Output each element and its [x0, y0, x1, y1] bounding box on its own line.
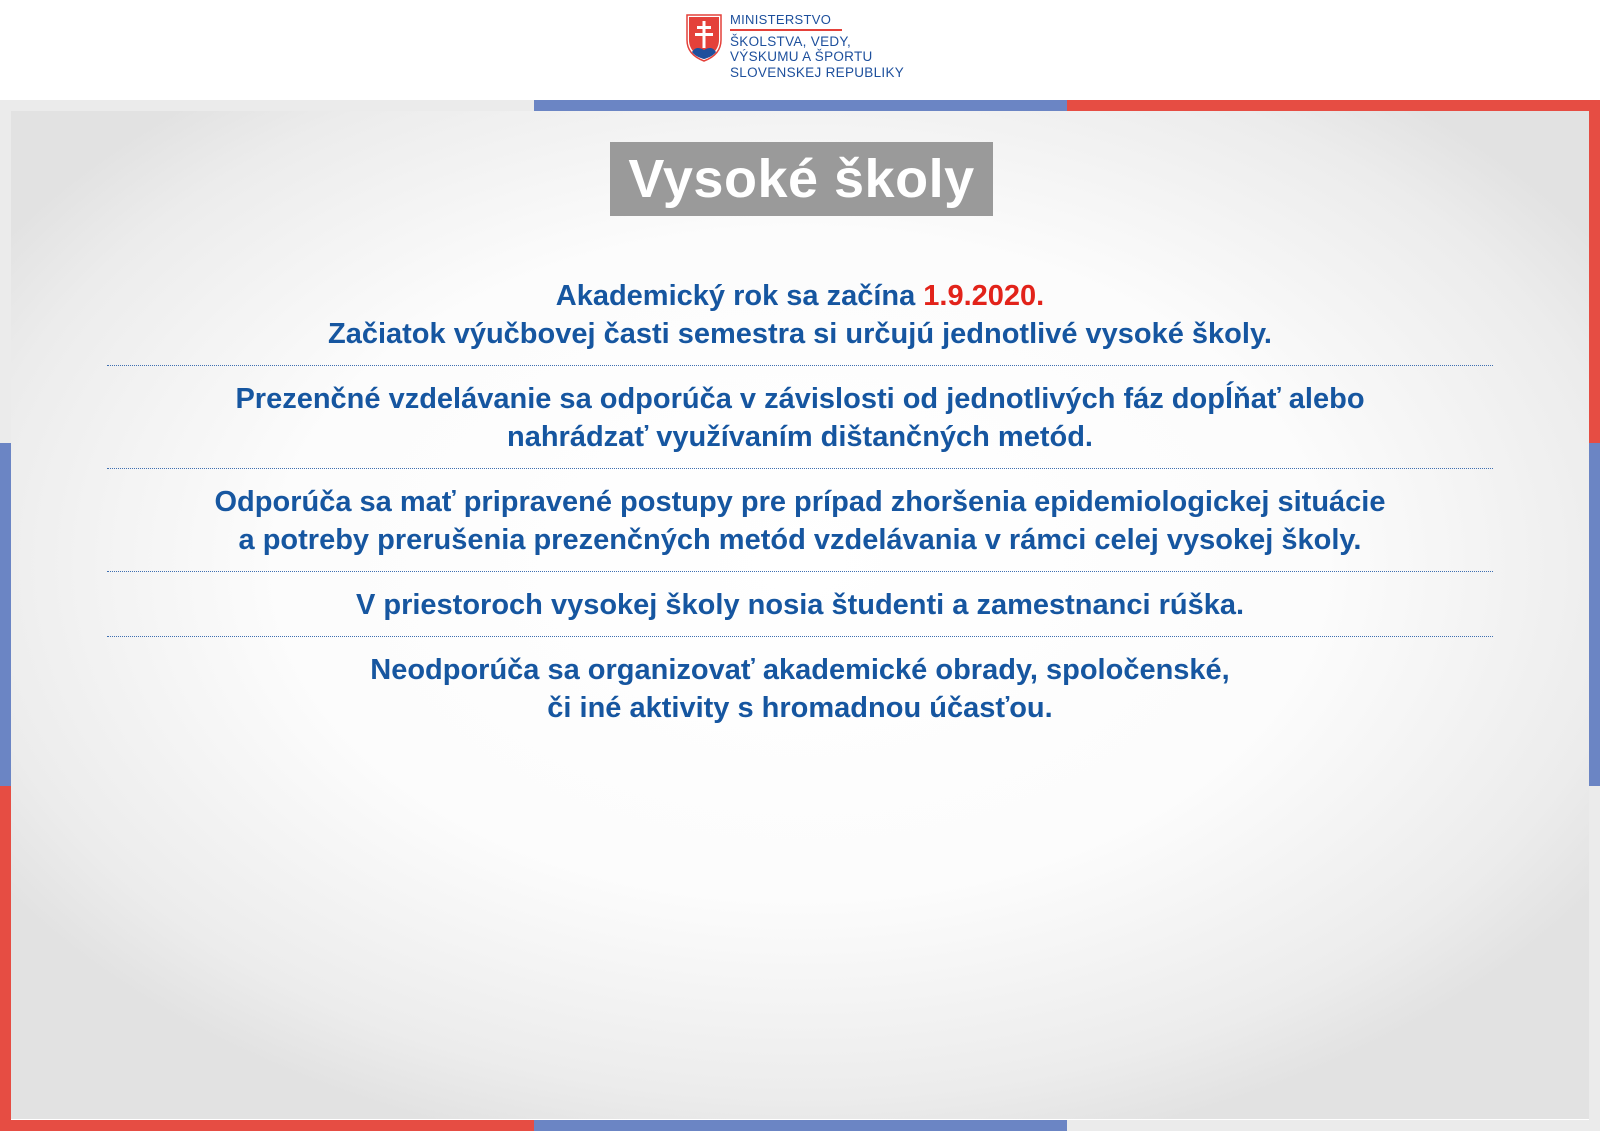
- info-line: nahrádzať využívaním dištančných metód.: [507, 421, 1093, 453]
- frame-right-blue-segment: [1589, 443, 1600, 786]
- frame-top-left-segment: [0, 100, 534, 111]
- info-line: [107, 277, 1493, 315]
- info-line: Začiatok výučbovej časti semestra si určujú jednotlivé vysoké školy.: [327, 318, 1272, 350]
- page-title: Vysoké školy: [628, 149, 975, 209]
- logo-line: ŠKOLSTVA, VEDY,: [730, 33, 852, 49]
- page-title-box: [610, 142, 993, 216]
- frame-top-red-segment: [1067, 100, 1600, 111]
- info-item-prepared-procedures: [107, 483, 1493, 559]
- frame-top-blue-segment: [534, 100, 1067, 111]
- dotted-divider: [107, 636, 1493, 637]
- logo-line: MINISTERSTVO: [730, 12, 842, 31]
- info-item-face-masks: [107, 586, 1493, 624]
- frame-right-bottom-segment: [1589, 786, 1600, 1131]
- info-list: [107, 277, 1493, 727]
- logo-text: [730, 12, 904, 80]
- info-line: Prezenčné vzdelávanie sa odporúča v závislosti od jednotlivých fáz dopĺňať alebo: [235, 383, 1365, 415]
- frame-bottom-blue-segment: [534, 1120, 1067, 1131]
- frame-left-blue-segment: [0, 443, 11, 786]
- info-item-mass-events: [107, 651, 1493, 727]
- frame-left-top-segment: [0, 100, 11, 443]
- ministry-logo: [686, 12, 904, 80]
- info-text: Akademický rok sa začína: [555, 280, 924, 312]
- frame-bottom-right-segment: [1067, 1120, 1600, 1131]
- dotted-divider: [107, 365, 1493, 366]
- start-date: 1.9.2020.: [923, 280, 1045, 312]
- frame-left-red-segment: [0, 786, 11, 1131]
- info-item-in-person-teaching: [107, 380, 1493, 456]
- info-line: a potreby prerušenia prezenčných metód vzdelávania v rámci celej vysokej školy.: [238, 524, 1362, 556]
- frame-bottom-red-segment: [0, 1120, 534, 1131]
- dotted-divider: [107, 571, 1493, 572]
- logo-line: SLOVENSKEJ REPUBLIKY: [730, 64, 905, 80]
- info-line: Neodporúča sa organizovať akademické obrady, spoločenské,: [370, 654, 1230, 686]
- info-line: V priestoroch vysokej školy nosia študenti a zamestnanci rúška.: [355, 589, 1245, 621]
- info-line: Odporúča sa mať pripravené postupy pre prípad zhoršenia epidemiologickej situácie: [214, 486, 1386, 518]
- dotted-divider: [107, 468, 1493, 469]
- coat-of-arms-icon: [686, 14, 722, 62]
- info-line: či iné aktivity s hromadnou účasťou.: [547, 692, 1053, 724]
- frame-right-red-segment: [1589, 100, 1600, 443]
- logo-line: VÝSKUMU A ŠPORTU: [730, 49, 873, 64]
- info-item-academic-year: [107, 277, 1493, 353]
